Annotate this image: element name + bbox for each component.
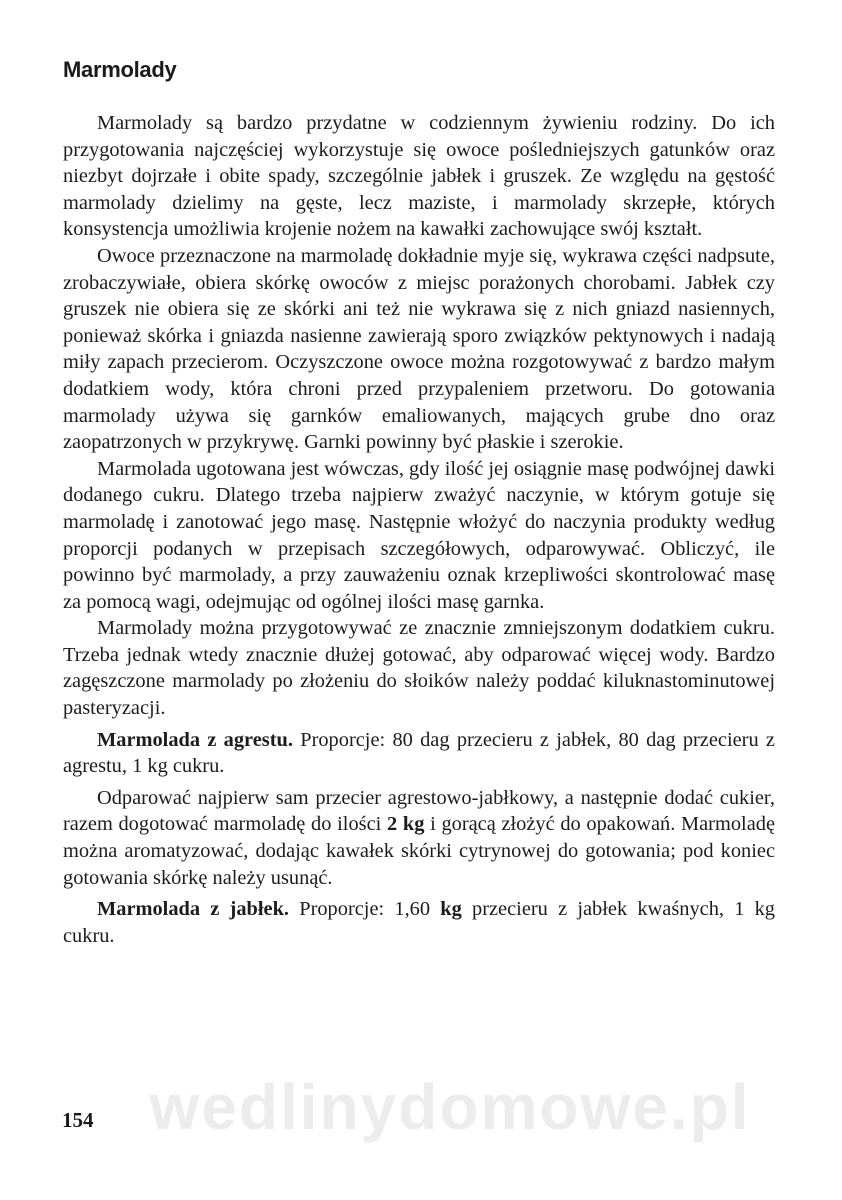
recipe-apple-unit: kg xyxy=(440,898,462,921)
page-number: 154 xyxy=(62,1108,94,1132)
paragraph-cooking: Marmolada ugotowana jest wówczas, gdy ilość jej osiągnie masę podwójnej dawki dodanego cukru. Dlatego trzeba najpierw zważyć naczynie, w którym gotuje się marmoladę i zanotować jego masę. Następnie włożyć do naczynia produkty według proporcji podanych w przepisach szczegółowych, odparowywać. Obliczyć, ile powinno być marmolady, a przy zauważeniu oznak krzepliwości skontrolować masę za pomocą wagi, odejmując od ogólnej ilości masę garnka. xyxy=(63,457,775,613)
recipe-gooseberry-method-a: Odparować najpierw sam przecier agrestowo-jabłkowy, a następnie dodać cukier, razem dogotować marmoladę do ilości xyxy=(63,786,775,836)
watermark: wedlinydomowe.pl xyxy=(149,1071,751,1143)
recipe-apple-text-a: Proporcje: 1,60 xyxy=(289,898,441,921)
paragraph-preparation: Owoce przeznaczone na marmoladę dokładnie myje się, wykrawa części nadpsute, zrobaczywiałe, obiera skórkę owoców z miejsc porażonych chorobami. Jabłek czy gruszek nie obiera się ze skórki ani też nie wykrawa się z nich gniazd nasiennych, ponieważ skórka i gniazda nasienne zawierają sporo związków pektynowych i nadają miły zapach przecierom. Oczyszczone owoce można rozgotowywać z bardzo małym dodatkiem wody, która chroni przed przypaleniem przetworu. Do gotowania marmolady używa się garnków emaliowanych, mających grube dno oraz zaopatrzonych w przykrywę. Garnki powinny być płaskie i szerokie. xyxy=(63,244,775,454)
recipe-gooseberry-method xyxy=(63,785,775,891)
recipe-apple-text-b: przecieru z jabłek kwaśnych, 1 kg cukru. xyxy=(63,898,775,947)
paragraph-intro: Marmolady są bardzo przydatne w codziennym żywieniu rodziny. Do ich przygotowania najczęściej wykorzystuje się owoce pośledniejszych gatunków oraz niezbyt dojrzałe i obite spady, szczególnie jabłek i gruszek. Ze względu na gęstość marmolady dzielimy na gęste, lecz maziste, i marmolady skrzepłe, których konsystencja umożliwia krojenie nożem na kawałki zachowujące swój kształt. xyxy=(63,112,775,241)
recipe-apple-title: Marmolada z jabłek. xyxy=(97,898,290,921)
recipe-gooseberry-proportions xyxy=(63,727,775,780)
section-heading: Marmolady xyxy=(63,57,177,82)
paragraph-low-sugar: Marmolady można przygotowywać ze znacznie zmniejszonym dodatkiem cukru. Trzeba jednak wtedy znacznie dłużej gotować, aby odparować więcej wody. Bardzo zagęszczone marmolady po złożeniu do słoików należy poddać kiluknastominutowej pasteryzacji. xyxy=(63,617,775,720)
recipe-gooseberry-weight: 2 kg xyxy=(386,813,425,836)
recipe-gooseberry-method-b: i gorącą złożyć do opakowań. Marmoladę można aromatyzować, dodając kawałek skórki cytrynowej do gotowania; pod koniec gotowania skórkę należy usunąć. xyxy=(63,813,775,889)
recipe-apple-proportions xyxy=(63,896,775,949)
body-text xyxy=(63,110,775,949)
recipe-gooseberry-title: Marmolada z agrestu. xyxy=(97,728,293,751)
recipe-gooseberry-text: Proporcje: 80 dag przecieru z jabłek, 80 dag przecieru z agrestu, 1 kg cukru. xyxy=(63,728,775,778)
